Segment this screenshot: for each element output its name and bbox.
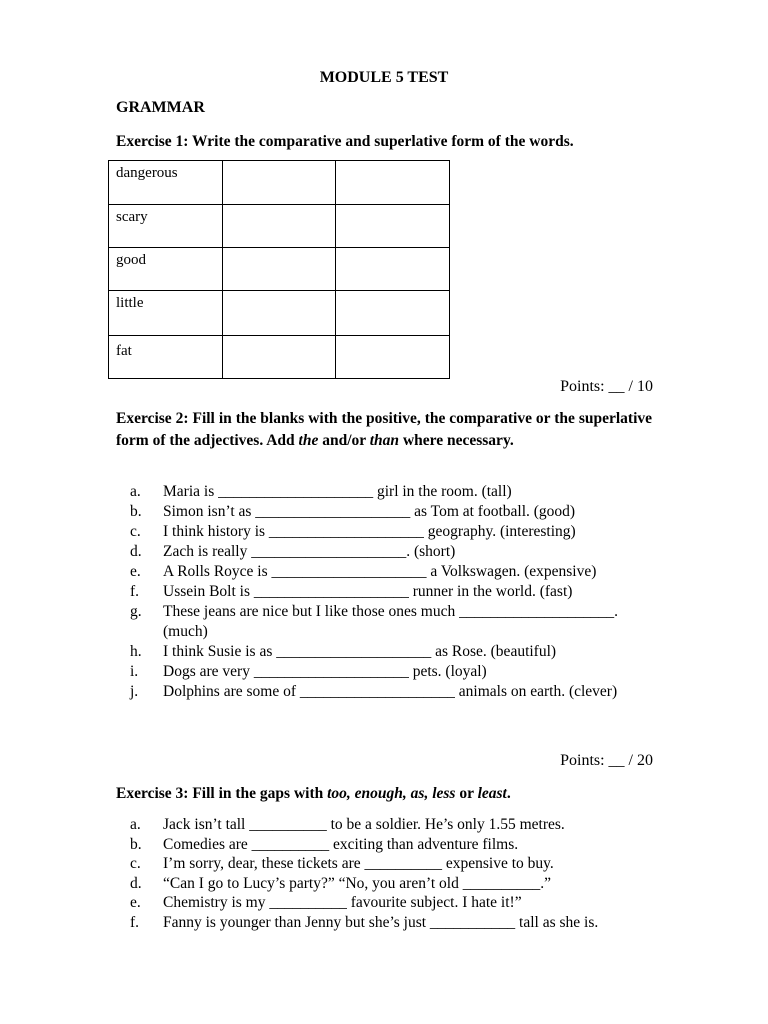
list-item [130, 874, 650, 894]
item-text: Dogs are very ____________________ pets. (loyal) [163, 663, 487, 680]
exercise-3-list [130, 815, 650, 932]
item-letter: g. [130, 603, 142, 620]
comparative-cell[interactable] [223, 336, 336, 379]
item-text: Chemistry is my __________ favourite subject. I hate it!” [163, 894, 522, 911]
item-letter: b. [130, 835, 142, 853]
word-cell: fat [109, 336, 223, 379]
item-letter: h. [130, 643, 142, 660]
item-text: Comedies are __________ exciting than adventure films. [163, 835, 519, 853]
superlative-cell[interactable] [336, 291, 450, 336]
heading-text: Exercise 3: Fill in the gaps with [116, 785, 328, 802]
list-item [130, 835, 650, 855]
item-letter: d. [130, 874, 142, 892]
list-item [130, 682, 650, 702]
exercise-1-heading: Exercise 1: Write the comparative and superlative form of the words. [116, 133, 574, 150]
item-letter: d. [130, 543, 142, 560]
heading-text: or [455, 785, 478, 802]
heading-emphasis: least [477, 785, 507, 802]
word-cell: scary [109, 205, 223, 248]
table-row [109, 161, 450, 205]
exercise-2-heading [116, 408, 652, 452]
exercise-1-points: Points: __ / 10 [560, 378, 653, 395]
table-row [109, 205, 450, 248]
item-text: I’m sorry, dear, these tickets are __________ expensive to buy. [163, 855, 554, 872]
item-text: Fanny is younger than Jenny but she’s just ___________ tall as she is. [163, 913, 599, 931]
exercise-2-list [130, 482, 650, 702]
item-letter: c. [130, 855, 141, 872]
heading-emphasis: the [298, 432, 319, 449]
section-title: GRAMMAR [116, 99, 205, 116]
word-cell: dangerous [109, 161, 223, 205]
item-letter: j. [130, 683, 139, 700]
word-cell: little [109, 291, 223, 336]
comparative-cell[interactable] [223, 205, 336, 248]
item-text: Simon isn’t as ____________________ as Tom at football. (good) [163, 503, 576, 520]
comparative-cell[interactable] [223, 161, 336, 205]
superlative-cell[interactable] [336, 336, 450, 379]
superlative-cell[interactable] [336, 205, 450, 248]
item-letter: e. [130, 894, 141, 911]
item-text: Maria is ____________________ girl in the room. (tall) [163, 483, 512, 500]
word-table [108, 160, 450, 379]
superlative-cell[interactable] [336, 248, 450, 291]
item-text: These jeans are nice but I like those ones much ____________________. (much) [163, 603, 618, 640]
item-text: Jack isn’t tall __________ to be a soldier. He’s only 1.55 metres. [163, 816, 565, 833]
heading-emphasis: too, enough, as, less [327, 785, 456, 802]
list-item [130, 602, 650, 642]
list-item [130, 815, 650, 835]
list-item [130, 854, 650, 874]
list-item [130, 642, 650, 662]
list-item [130, 913, 650, 933]
list-item [130, 482, 650, 502]
page-title: MODULE 5 TEST [319, 69, 449, 86]
list-item [130, 662, 650, 682]
exercise-2-points: Points: __ / 20 [560, 752, 653, 769]
comparative-cell[interactable] [223, 291, 336, 336]
list-item [130, 582, 650, 602]
table-row [109, 291, 450, 336]
item-letter: b. [130, 503, 142, 520]
heading-emphasis: than [369, 432, 400, 449]
item-letter: f. [130, 913, 140, 931]
item-letter: a. [130, 483, 141, 500]
item-text: Zach is really ____________________. (short) [163, 543, 456, 560]
item-letter: e. [130, 563, 141, 580]
item-text: Ussein Bolt is ____________________ runner in the world. (fast) [163, 583, 573, 600]
item-letter: c. [130, 523, 141, 540]
item-letter: i. [130, 663, 139, 680]
item-letter: a. [130, 816, 141, 833]
table-row [109, 336, 450, 379]
heading-text: . [506, 785, 511, 802]
word-cell: good [109, 248, 223, 291]
superlative-cell[interactable] [336, 161, 450, 205]
item-letter: f. [130, 583, 140, 600]
item-text: Dolphins are some of ____________________ animals on earth. (clever) [163, 683, 618, 700]
heading-text: and/or [318, 432, 370, 449]
list-item [130, 502, 650, 522]
exercise-3-heading [116, 783, 652, 805]
heading-text: where necessary. [399, 432, 514, 449]
comparative-cell[interactable] [223, 248, 336, 291]
item-text: A Rolls Royce is ____________________ a Volkswagen. (expensive) [163, 563, 597, 580]
list-item [130, 893, 650, 913]
list-item [130, 562, 650, 582]
item-text: “Can I go to Lucy’s party?” “No, you aren’t old __________.” [163, 874, 551, 892]
table-row [109, 248, 450, 291]
heading-text: Exercise 2: Fill in the blanks with the positive, the comparative or the superlative form of the adjectives. Add [116, 410, 652, 449]
list-item [130, 522, 650, 542]
item-text: I think history is ____________________ geography. (interesting) [163, 523, 576, 540]
list-item [130, 542, 650, 562]
item-text: I think Susie is as ____________________ as Rose. (beautiful) [163, 643, 557, 660]
